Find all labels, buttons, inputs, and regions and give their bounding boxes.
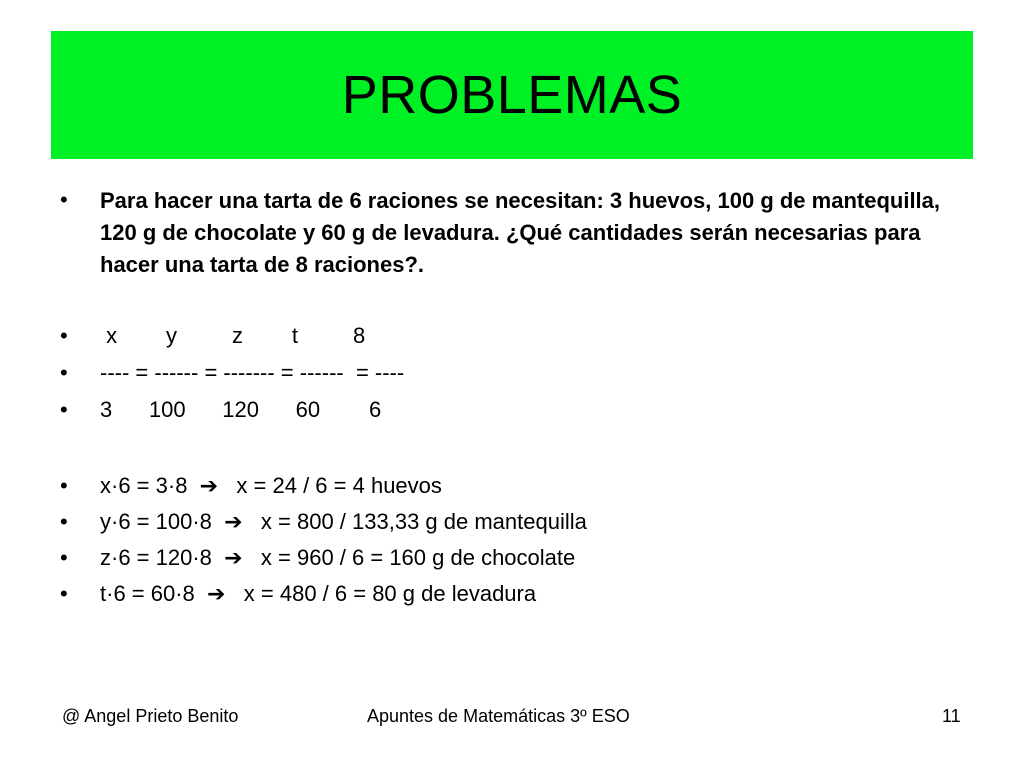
title-bar	[51, 31, 973, 159]
bullet-icon: •	[60, 323, 68, 348]
solution-line: z·6 = 120·8 ➔ x = 960 / 6 = 160 g de chocolate	[100, 545, 576, 570]
slide-title: PROBLEMAS	[341, 65, 683, 125]
bullet-icon: •	[60, 473, 68, 498]
footer-author: @ Angel Prieto Benito	[62, 706, 239, 726]
bullet-icon: •	[60, 397, 68, 422]
footer-course: Apuntes de Matemáticas 3º ESO	[367, 706, 630, 726]
solution-line: x·6 = 3·8 ➔ x = 24 / 6 = 4 huevos	[100, 473, 442, 498]
proportion-fraction-bars: ---- = ------ = ------- = ------ = ----	[100, 360, 405, 385]
problem-statement: Para hacer una tarta de 6 raciones se necesitan: 3 huevos, 100 g de mantequilla, 120 g de chocolate y 60 g de levadura. ¿Qué cantidades serán necesarias para hacer una tarta de 8 raciones?.	[100, 188, 941, 277]
solution-line: y·6 = 100·8 ➔ x = 800 / 133,33 g de mantequilla	[100, 509, 587, 534]
proportion-denominators: 3 100 120 60 6	[100, 397, 382, 422]
bullet-icon: •	[60, 360, 68, 385]
solution-line: t·6 = 60·8 ➔ x = 480 / 6 = 80 g de levadura	[100, 581, 537, 606]
bullet-icon: •	[60, 545, 68, 570]
bullet-icon: •	[60, 187, 68, 212]
proportion-numerators: x y z t 8	[100, 323, 366, 348]
bullet-icon: •	[60, 509, 68, 534]
bullet-icon: •	[60, 581, 68, 606]
footer-page-number: 11	[942, 706, 961, 726]
